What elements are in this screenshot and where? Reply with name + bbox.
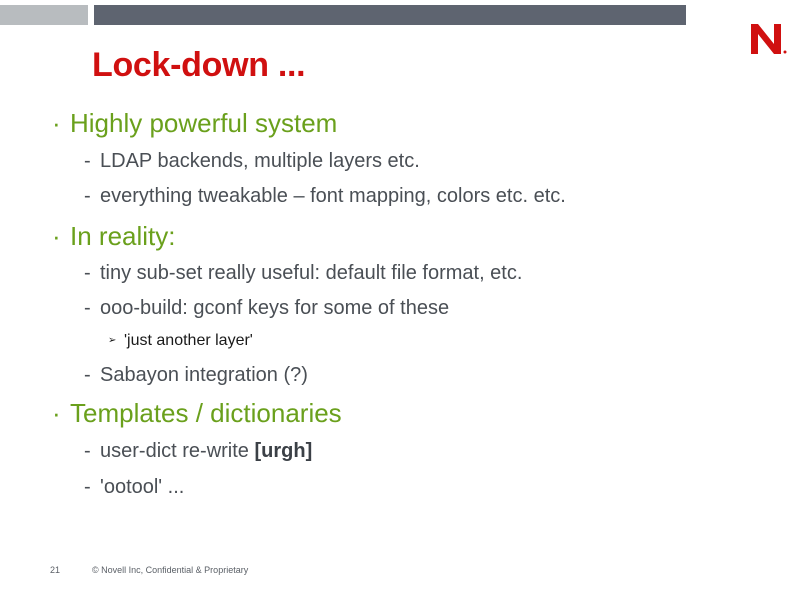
bullet-level1-item: · Highly powerful system [52,108,338,138]
bullet-level2-item: - 'ootool' ... [84,476,185,498]
dash-bullet-icon: - [84,364,91,386]
header-bar-left [0,5,88,25]
novell-logo-icon [748,18,788,58]
bullet-level2-item: - everything tweakable – font mapping, colors etc. etc. [84,185,566,207]
slide-title: Lock-down ... [92,46,306,84]
bullet-level2-item: - Sabayon integration (?) [84,364,308,386]
page-number: 21 [50,565,61,575]
footer-copyright: © Novell Inc, Confidential & Proprietary [92,565,249,575]
bullet-level1-item: · In reality: [52,221,176,251]
bullet-level2-item: - LDAP backends, multiple layers etc. [84,150,420,172]
dot-bullet-icon: · [52,108,61,138]
emphasis-text: [urgh] [254,440,313,462]
dash-bullet-icon: - [84,150,91,172]
dash-bullet-icon: - [84,262,91,284]
bullet-level3-item: ➢ 'just another layer' [108,332,253,349]
bullet-level2-item: - ooo-build: gconf keys for some of these [84,297,450,319]
dot-bullet-icon: · [52,398,61,428]
dash-bullet-icon: - [84,185,91,207]
bullet-level1-item: · Templates / dictionaries [52,398,342,428]
dash-bullet-icon: - [84,476,91,498]
dash-bullet-icon: - [84,440,91,462]
header-bar-right [94,5,686,25]
arrow-bullet-icon: ➢ [108,335,117,347]
bullet-level2-item: - tiny sub-set really useful: default file format, etc. [84,262,523,284]
bullet-level2-item: - user-dict re-write [urgh] [84,440,313,462]
dash-bullet-icon: - [84,297,91,319]
dot-bullet-icon: · [52,221,61,251]
